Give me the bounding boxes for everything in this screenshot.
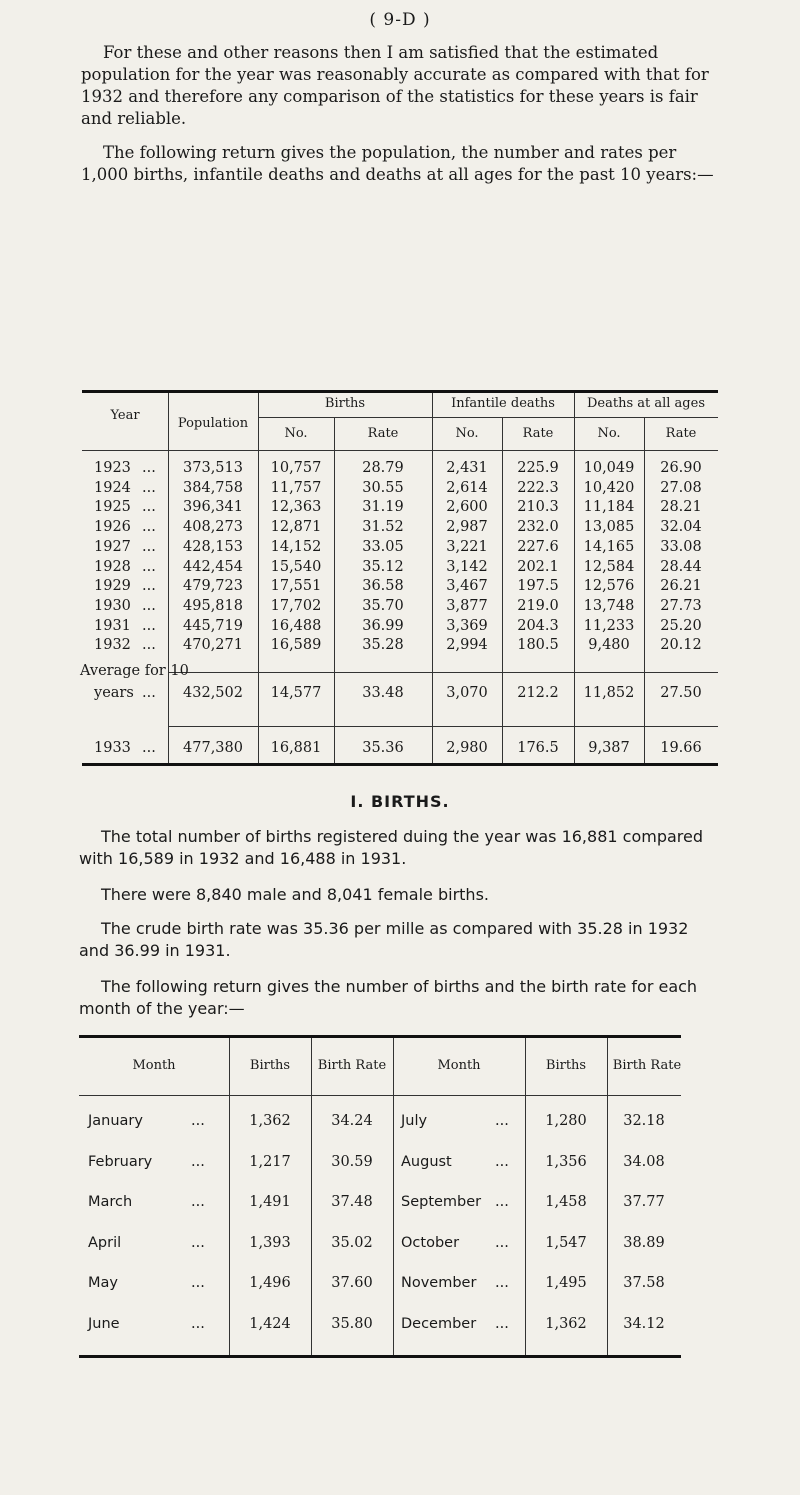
row-year: 1923 — [94, 460, 131, 476]
average-births-rate: 33.48 — [362, 685, 404, 701]
average-separator — [168, 672, 718, 673]
births-paragraph-4: The following return gives the number of births and the birth rate for each month of the year:— — [79, 977, 698, 1018]
month-births: 1,393 — [249, 1234, 291, 1251]
average-deaths-no: 11,852 — [583, 685, 635, 701]
row-i-no: 3,221 — [446, 538, 488, 555]
row-d-rate: 26.21 — [660, 578, 702, 595]
table-top-rule — [82, 390, 718, 393]
row-dots: ... — [142, 558, 156, 575]
month-birth-rate: 37.48 — [331, 1194, 373, 1210]
row-i-no: 2,431 — [446, 460, 488, 476]
month-dots: ... — [495, 1194, 509, 1210]
month-name: March — [88, 1194, 133, 1210]
month-dots: ... — [191, 1275, 205, 1291]
row-d-no: 10,420 — [583, 479, 635, 496]
row-i-rate: 197.5 — [517, 578, 559, 595]
row-i-rate: 219.0 — [517, 597, 559, 614]
row-d-no: 9,480 — [588, 637, 630, 654]
header-rate-left: Birth Rate — [317, 1058, 387, 1073]
row-year: 1929 — [94, 578, 131, 595]
header-deaths-rate: Rate — [665, 426, 697, 441]
header-births-left: Births — [249, 1058, 291, 1073]
header-month-right: Month — [437, 1058, 481, 1073]
row-d-rate: 28.21 — [660, 499, 702, 516]
row-d-no: 11,233 — [583, 617, 635, 634]
row-population: 396,341 — [183, 499, 243, 516]
row-population: 384,758 — [183, 479, 243, 496]
table-bottom-rule — [79, 1355, 681, 1358]
row-population: 470,271 — [183, 637, 243, 654]
month-dots: ... — [191, 1194, 205, 1210]
header-population: Population — [177, 416, 249, 431]
month-births: 1,496 — [249, 1275, 291, 1291]
row-year: 1924 — [94, 479, 131, 496]
current-dots: ... — [142, 740, 156, 756]
current-infantile-no: 2,980 — [446, 740, 488, 756]
row-population: 373,513 — [183, 460, 243, 476]
row-year: 1930 — [94, 597, 131, 614]
row-i-rate: 204.3 — [517, 617, 559, 634]
row-i-no: 2,614 — [446, 479, 488, 496]
row-population: 428,153 — [183, 538, 243, 555]
row-b-rate: 28.79 — [362, 460, 404, 476]
row-i-rate: 232.0 — [517, 519, 559, 536]
row-b-no: 12,871 — [270, 519, 322, 536]
row-b-rate: 35.70 — [362, 597, 404, 614]
row-d-no: 13,748 — [583, 597, 635, 614]
month-birth-rate: 34.24 — [331, 1113, 373, 1129]
row-b-rate: 31.52 — [362, 519, 404, 536]
header-all-ages: Deaths at all ages — [586, 396, 705, 411]
row-d-no: 12,576 — [583, 578, 635, 595]
average-dots: ... — [142, 685, 156, 701]
births-paragraph-2: There were 8,840 male and 8,041 female births. — [101, 885, 489, 904]
header-births-no: No. — [284, 426, 308, 441]
row-b-no: 10,757 — [270, 460, 322, 476]
row-b-rate: 31.19 — [362, 499, 404, 516]
month-name: January — [88, 1113, 143, 1129]
average-deaths-rate: 27.50 — [660, 685, 702, 701]
month-births: 1,217 — [249, 1153, 291, 1170]
page-number: ( 9-D ) — [369, 10, 431, 30]
header-births-rate: Rate — [367, 426, 399, 441]
row-dots: ... — [142, 538, 156, 555]
row-year: 1931 — [94, 617, 131, 634]
row-i-no: 3,467 — [446, 578, 488, 595]
current-births-no: 16,881 — [270, 740, 322, 756]
row-dots: ... — [142, 479, 156, 496]
current-separator — [168, 726, 718, 727]
average-population: 432,502 — [183, 685, 243, 701]
month-birth-rate: 37.60 — [331, 1275, 373, 1291]
intro-paragraph-2: The following return gives the population, the number and rates per 1,000 births, infantile deaths and deaths at all ages for the past 10 years:— — [81, 143, 714, 184]
average-infantile-rate: 212.2 — [517, 685, 559, 701]
row-d-rate: 26.90 — [660, 460, 702, 476]
row-b-no: 16,589 — [270, 637, 322, 654]
row-b-rate: 35.12 — [362, 558, 404, 575]
row-i-rate: 210.3 — [517, 499, 559, 516]
month-birth-rate: 38.89 — [623, 1234, 665, 1251]
row-b-no: 11,757 — [270, 479, 322, 496]
row-d-no: 12,584 — [583, 558, 635, 575]
month-name: April — [88, 1234, 122, 1251]
average-label-2: years — [94, 685, 134, 701]
row-dots: ... — [142, 597, 156, 614]
row-i-no: 3,877 — [446, 597, 488, 614]
row-d-rate: 33.08 — [660, 538, 702, 555]
row-population: 408,273 — [183, 519, 243, 536]
month-births: 1,491 — [249, 1194, 291, 1210]
average-label-1: Average for 10 — [80, 663, 189, 679]
month-births: 1,280 — [545, 1113, 587, 1129]
row-d-no: 11,184 — [583, 499, 635, 516]
current-births-rate: 35.36 — [362, 740, 404, 756]
row-dots: ... — [142, 578, 156, 595]
row-year: 1926 — [94, 519, 131, 536]
month-birth-rate: 37.58 — [623, 1275, 665, 1291]
month-name: September — [401, 1194, 482, 1210]
row-i-no: 3,369 — [446, 617, 488, 634]
month-dots: ... — [191, 1153, 205, 1170]
births-paragraph-3: The crude birth rate was 35.36 per mille as compared with 35.28 in 1932 and 36.99 in 1931. — [79, 919, 689, 960]
month-name: December — [401, 1315, 477, 1332]
month-name: August — [401, 1153, 452, 1170]
row-i-rate: 202.1 — [517, 558, 559, 575]
row-year: 1932 — [94, 637, 131, 654]
row-b-no: 17,551 — [270, 578, 322, 595]
row-b-rate: 36.99 — [362, 617, 404, 634]
row-i-rate: 180.5 — [517, 637, 559, 654]
row-b-no: 14,152 — [270, 538, 322, 555]
row-year: 1928 — [94, 558, 131, 575]
month-birth-rate: 34.08 — [623, 1153, 665, 1170]
births-paragraph-1: The total number of births registered duing the year was 16,881 compared with 16,589 in 1932 and 16,488 in 1931. — [79, 827, 703, 868]
row-i-no: 2,600 — [446, 499, 488, 516]
header-bottom-rule — [79, 1095, 681, 1096]
row-b-rate: 30.55 — [362, 479, 404, 496]
table-bottom-rule — [82, 763, 718, 766]
header-births-right: Births — [545, 1058, 587, 1073]
header-subrule — [258, 417, 718, 418]
month-birth-rate: 34.12 — [623, 1315, 665, 1332]
header-bottom-rule — [82, 450, 718, 451]
month-birth-rate: 32.18 — [623, 1113, 665, 1129]
month-dots: ... — [495, 1153, 509, 1170]
current-year: 1933 — [94, 740, 131, 756]
row-dots: ... — [142, 617, 156, 634]
month-births: 1,495 — [545, 1275, 587, 1291]
row-b-no: 15,540 — [270, 558, 322, 575]
header-month-left: Month — [132, 1058, 176, 1073]
month-name: May — [88, 1275, 118, 1291]
row-population: 479,723 — [183, 578, 243, 595]
month-birth-rate: 30.59 — [331, 1153, 373, 1170]
header-deaths-no: No. — [597, 426, 621, 441]
month-birth-rate: 37.77 — [623, 1194, 665, 1210]
month-births: 1,362 — [545, 1315, 587, 1332]
row-d-no: 14,165 — [583, 538, 635, 555]
row-b-rate: 36.58 — [362, 578, 404, 595]
row-population: 495,818 — [183, 597, 243, 614]
row-d-rate: 25.20 — [660, 617, 702, 634]
header-rate-right: Birth Rate — [612, 1058, 682, 1073]
row-i-rate: 227.6 — [517, 538, 559, 555]
month-name: October — [401, 1234, 460, 1251]
month-birth-rate: 35.02 — [331, 1234, 373, 1251]
month-dots: ... — [495, 1315, 509, 1332]
month-name: November — [401, 1275, 477, 1291]
header-infantile: Infantile deaths — [451, 396, 555, 411]
month-birth-rate: 35.80 — [331, 1315, 373, 1332]
row-b-no: 16,488 — [270, 617, 322, 634]
month-dots: ... — [495, 1275, 509, 1291]
month-dots: ... — [191, 1113, 205, 1129]
month-name: July — [401, 1113, 428, 1129]
month-dots: ... — [191, 1315, 205, 1332]
current-infantile-rate: 176.5 — [517, 740, 559, 756]
month-births: 1,458 — [545, 1194, 587, 1210]
row-dots: ... — [142, 637, 156, 654]
row-year: 1925 — [94, 499, 131, 516]
table-top-rule — [79, 1035, 681, 1038]
month-births: 1,362 — [249, 1113, 291, 1129]
average-infantile-no: 3,070 — [446, 685, 488, 701]
month-dots: ... — [191, 1234, 205, 1251]
header-year: Year — [110, 408, 140, 423]
month-births: 1,424 — [249, 1315, 291, 1332]
current-deaths-rate: 19.66 — [660, 740, 702, 756]
row-d-rate: 27.08 — [660, 479, 702, 496]
row-b-rate: 35.28 — [362, 637, 404, 654]
row-i-rate: 225.9 — [517, 460, 559, 476]
row-i-no: 2,994 — [446, 637, 488, 654]
month-name: June — [88, 1315, 120, 1332]
row-b-no: 17,702 — [270, 597, 322, 614]
row-i-no: 3,142 — [446, 558, 488, 575]
row-d-no: 13,085 — [583, 519, 635, 536]
header-infantile-no: No. — [455, 426, 479, 441]
row-d-rate: 32.04 — [660, 519, 702, 536]
row-d-rate: 28.44 — [660, 558, 702, 575]
row-b-no: 12,363 — [270, 499, 322, 516]
row-dots: ... — [142, 460, 156, 476]
col-rule — [393, 1038, 394, 1356]
row-population: 442,454 — [183, 558, 243, 575]
header-infantile-rate: Rate — [522, 426, 554, 441]
row-population: 445,719 — [183, 617, 243, 634]
row-d-rate: 27.73 — [660, 597, 702, 614]
current-population: 477,380 — [183, 740, 243, 756]
section-heading: I. BIRTHS. — [350, 792, 450, 811]
row-i-no: 2,987 — [446, 519, 488, 536]
row-d-no: 10,049 — [583, 460, 635, 476]
row-year: 1927 — [94, 538, 131, 555]
monthly-births-table — [79, 1035, 681, 1355]
month-dots: ... — [495, 1234, 509, 1251]
header-births: Births — [324, 396, 366, 411]
average-births-no: 14,577 — [270, 685, 322, 701]
month-name: February — [88, 1153, 153, 1170]
row-i-rate: 222.3 — [517, 479, 559, 496]
row-dots: ... — [142, 519, 156, 536]
intro-paragraph-1: For these and other reasons then I am satisfied that the estimated population for the year was reasonably accurate as compared with that for 1932 and therefore any comparison of the statistics for these years is fair and reliable. — [81, 43, 709, 128]
current-deaths-no: 9,387 — [588, 740, 630, 756]
row-b-rate: 33.05 — [362, 538, 404, 555]
row-dots: ... — [142, 499, 156, 516]
month-dots: ... — [495, 1113, 509, 1129]
month-births: 1,547 — [545, 1234, 587, 1251]
row-d-rate: 20.12 — [660, 637, 702, 654]
month-births: 1,356 — [545, 1153, 587, 1170]
